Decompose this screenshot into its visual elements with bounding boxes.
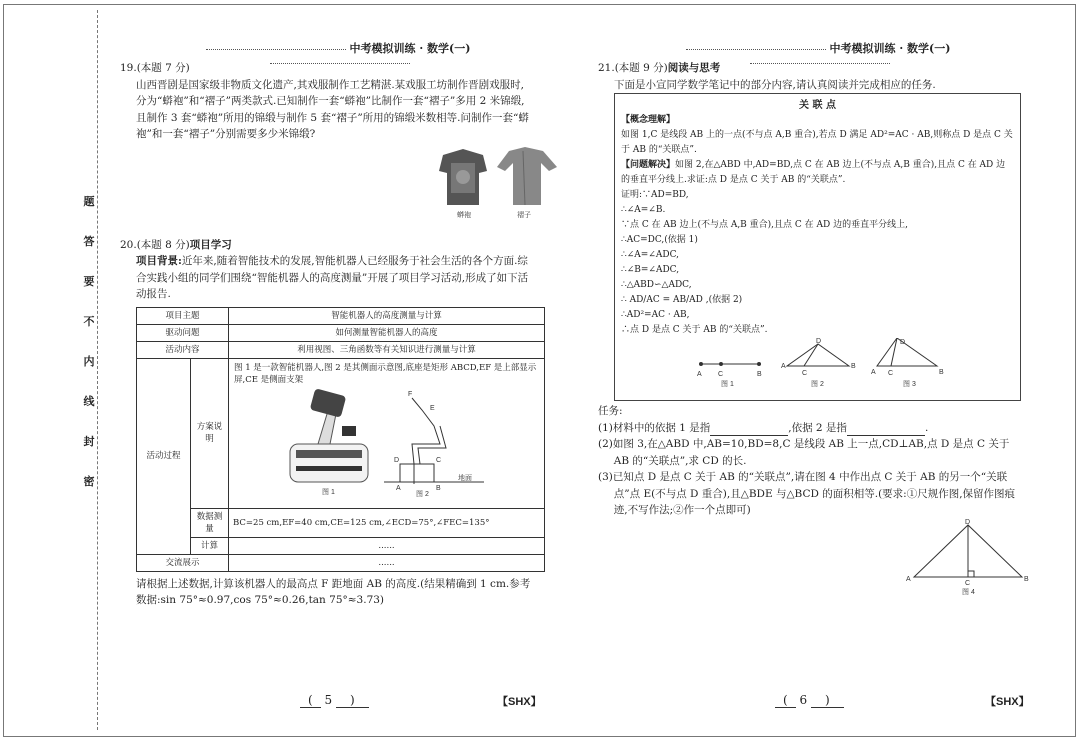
label-mangpao: 蟒袍	[457, 211, 471, 219]
f2-point-D: D	[816, 338, 822, 345]
q20-bg-text: 近年来,随着智能技术的发展,智能机器人已经服务于社会生活的各个方面.综合实践小组的同学们围绕“智能机器人的高度测量”开展了项目学习活动,形成了如下活动报告.	[136, 255, 529, 300]
proof-line: ∴AD²=AC · AB,	[621, 310, 690, 320]
task1-b: ,依据 2 是指	[788, 421, 847, 434]
table-row	[137, 307, 545, 324]
table-cell: 驱动问题	[137, 324, 229, 341]
task-title: 任务:	[598, 405, 623, 417]
label-zhezi: 褶子	[517, 211, 531, 219]
warning-char: 不	[83, 315, 95, 328]
f3-point-B: B	[939, 369, 944, 376]
f4-point-B: B	[1024, 575, 1029, 583]
warning-char: 题	[83, 195, 95, 208]
proof-line: ∴ AD/AC = AB/AD ,(依据 2)	[621, 295, 743, 305]
table-row	[137, 537, 545, 554]
f1-point-C: C	[718, 371, 724, 378]
table-cell: 智能机器人的高度测量与计算	[229, 307, 545, 324]
fig-3-triangle	[877, 338, 937, 366]
fig-1-segment	[699, 363, 761, 366]
robot-figures	[234, 386, 534, 498]
table-cell: 如何测量智能机器人的高度	[229, 324, 545, 341]
point-D: D	[394, 456, 400, 464]
page-number-left: ( 5 )	[300, 693, 369, 707]
proof-line: ∴△ABD∽△ADC,	[621, 280, 692, 290]
proof-line: ∴AC=DC,(依据 1)	[621, 235, 698, 245]
table-row	[137, 341, 545, 358]
answer-blank-2[interactable]	[847, 426, 925, 436]
q19-image	[120, 143, 550, 223]
warning-char: 线	[83, 395, 95, 408]
proof-line: ∴∠A=∠ADC,	[621, 250, 679, 260]
f2-point-A: A	[781, 363, 786, 370]
left-column	[120, 60, 550, 609]
plan-text: 图 1 是一款智能机器人,图 2 是其侧面示意图,底座是矩形 ABCD,EF 是上部显示屏,CE 是侧面支架	[234, 362, 537, 385]
warning-char: 封	[83, 435, 95, 448]
q20-title-bold: 项目学习	[189, 238, 232, 251]
q20-title: 20.(本题 8 分)	[120, 238, 190, 251]
plan-cell	[229, 358, 545, 508]
question-20	[120, 237, 550, 609]
fig-2-triangle	[787, 344, 849, 366]
concept-text: 如图 1,C 是线段 AB 上的一点(不与点 A,B 重合),若点 D 满足 AD²=AC · AB,则称点 D 是点 C 关于 AB 的“关联点”.	[621, 130, 1013, 155]
proof-line: ∴∠A=∠B.	[621, 205, 666, 215]
ground-label: 地面	[458, 474, 472, 482]
costume-image	[435, 143, 575, 221]
q19-text: 山西晋剧是国家级非物质文化遗产,其戏服制作工艺精湛.某戏服工坊制作晋剧戏服时,分为“蟒袍”和“褶子”两类款式.已知制作一套“蟒袍”比制作一套“褶子”多用 2 米锦缎,且制作 3 套“蟒袍”所用的锦缎与制作 5 套“褶子”所用的锦缎米数相等.问制作一套“蟒袍”和一套“褶子”分别需要多少米锦缎?	[136, 78, 529, 140]
f4-point-A: A	[906, 575, 911, 583]
table-cell: 项目主题	[137, 307, 229, 324]
right-column	[598, 60, 1029, 600]
table-cell: 利用视图、三角函数等有关知识进行测量与计算	[229, 341, 545, 358]
page-header-right: 中考模拟训练 · 数学(一)	[620, 40, 1020, 69]
table-cell: 计算	[191, 537, 229, 554]
q20-question: 请根据上述数据,计算该机器人的最高点 F 距地面 AB 的高度.(结果精确到 1 cm.参考数据:sin 75°≈0.97,cos 75°≈0.26,tan 75°≈3.73)	[136, 577, 531, 606]
table-row	[137, 358, 545, 508]
task-1	[598, 420, 1026, 437]
f3-point-C: C	[888, 370, 894, 377]
table-cell: BC=25 cm,EF=40 cm,CE=125 cm,∠ECD=75°,∠FEC=135°	[229, 508, 545, 537]
task1-a: (1)材料中的依据 1 是指	[598, 421, 711, 434]
fig4-caption: 图 4	[962, 588, 975, 595]
f1-point-B: B	[757, 371, 762, 378]
f4-point-C: C	[965, 579, 971, 587]
robot-figure-1	[290, 388, 368, 496]
proof-line: ∵点 C 在 AB 边上(不与点 A,B 重合),且点 C 在 AD 边的垂直平分线上,	[621, 220, 908, 230]
table-cell: 数据测量	[191, 508, 229, 537]
table-cell: ......	[229, 537, 545, 554]
solve-tag: 【问题解决】	[621, 160, 676, 170]
f1-point-A: A	[697, 371, 702, 378]
table-row	[137, 554, 545, 571]
note-box-title: 关 联 点	[799, 100, 836, 111]
fig1-caption: 图 1	[721, 381, 734, 388]
warning-char: 内	[83, 355, 95, 368]
page-header-left: 中考模拟训练 · 数学(一)	[140, 40, 540, 69]
fig2-label: 图 2	[416, 490, 429, 498]
task1-c: .	[924, 421, 929, 434]
answer-blank-1[interactable]	[710, 426, 788, 436]
activity-report-table	[136, 307, 545, 572]
task-3: (3)已知点 D 是点 C 关于 AB 的“关联点”,请在图 4 中作出点 C 关于 AB 的另一个“关联点”点 E(不与点 D 重合),且△BDE 与△BCD 的面积相等.(要求:①尺规作图,保留作图痕迹,不写作法;②作一个点即可)	[598, 471, 1016, 516]
binding-warning	[82, 195, 96, 515]
brand-left: 【SHX】	[497, 696, 542, 708]
brand-right: 【SHX】	[985, 696, 1030, 708]
table-cell: 方案说明	[191, 358, 229, 508]
concept-tag: 【概念理解】	[621, 115, 676, 125]
proof-line: ∴∠B=∠ADC,	[621, 265, 680, 275]
note-box	[614, 93, 1021, 401]
question-19	[120, 60, 550, 223]
point-B: B	[436, 484, 441, 492]
page-number-right: ( 6 )	[775, 693, 844, 707]
warning-char: 答	[83, 235, 95, 248]
f2-point-B: B	[851, 363, 856, 370]
table-row	[137, 508, 545, 537]
table-row	[137, 324, 545, 341]
proof-line: 证明:∵AD=BD,	[621, 190, 689, 200]
fig1-label: 图 1	[322, 488, 335, 496]
warning-char: 要	[83, 275, 95, 288]
f3-point-A: A	[871, 369, 876, 376]
fig2-caption: 图 2	[811, 381, 824, 388]
point-A: A	[396, 484, 401, 492]
q21-title: 21.(本题 9 分)	[598, 62, 668, 74]
table-cell: 交流展示	[137, 554, 229, 571]
proof-line: ∴点 D 是点 C 关于 AB 的“关联点”.	[621, 325, 768, 335]
table-cell: 活动过程	[137, 358, 191, 554]
table-cell: 活动内容	[137, 341, 229, 358]
f3-point-D: D	[900, 339, 906, 346]
warning-char: 密	[83, 475, 95, 488]
q20-background	[120, 253, 534, 303]
q21-title-bold: 阅读与思考	[667, 62, 721, 74]
q20-bg-label: 项目背景:	[136, 255, 182, 267]
point-F: F	[408, 390, 413, 398]
binding-line	[97, 10, 98, 730]
table-cell: ......	[229, 554, 545, 571]
binding-margin	[0, 0, 110, 741]
q21-intro: 下面是小宣同学数学笔记中的部分内容,请认真阅读并完成相应的任务.	[614, 78, 936, 91]
fig3-caption: 图 3	[903, 381, 916, 388]
point-C: C	[436, 456, 442, 464]
figure-4	[898, 519, 1038, 595]
note-figures	[621, 338, 1015, 390]
q19-title: 19.(本题 7 分)	[120, 62, 190, 74]
point-E: E	[430, 404, 435, 412]
task-2: (2)如图 3,在△ABD 中,AB=10,BD=8,C 是线段 AB 上一点,CD⊥AB,点 D 是点 C 关于 AB 的“关联点”,求 CD 的长.	[598, 438, 1010, 467]
f4-point-D: D	[965, 518, 971, 526]
solve-text: 如图 2,在△ABD 中,AD=BD,点 C 在 AB 边上(不与点 A,B 重合),且点 C 在 AD 边的垂直平分线上.求证:点 D 是点 C 关于 AB 的“关联点”.	[621, 160, 1006, 185]
f2-point-C: C	[802, 370, 808, 377]
